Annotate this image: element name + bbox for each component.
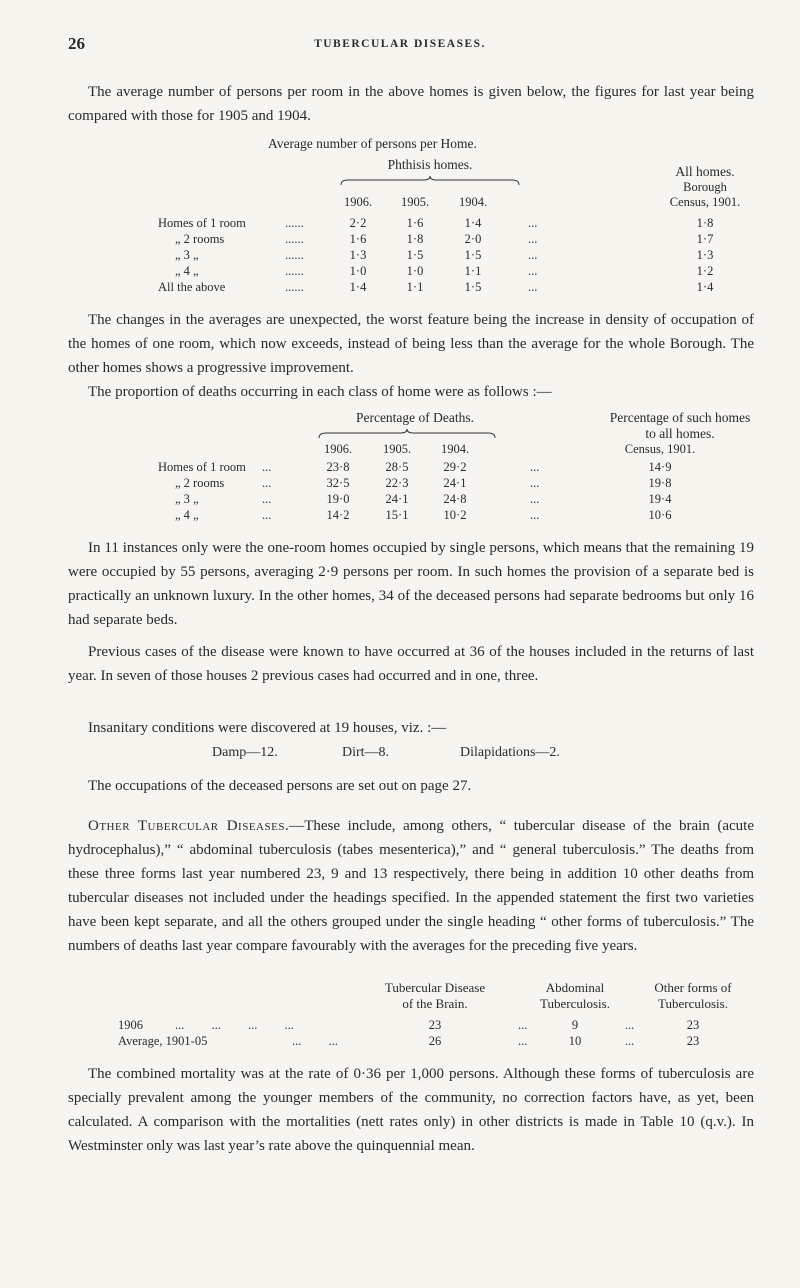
- table-persons-per-home: Average number of persons per Home. Phthisis homes. All homes. Borough 1906. 1905. 1904. Census, 1901. Homes of 1 room ...... 2·2 1·6 1·4 ... 1·8 „ 2 rooms ...... 1·6 1·8 2·0 ... 1·7 „ 3 „ ...... 1·3 1·5 1·5 ... 1·3 „ 4 „ ...... 1·0 1·0 1·1 ... 1·2 All the above ...... 1·4 1·1 1·5 ... 1·4: [0, 0, 800, 400]
- table3-col-abdominal: Abdominal: [545, 980, 605, 995]
- table2-group-deaths: Percentage of Deaths.: [355, 410, 475, 425]
- paragraph-other-tubercular-text: —These include, among others, “ tubercular disease of the brain (acute hydrocephalus),” “ abdominal tuberculosis (tabes mesenterica),” and “ general tuberculosis.” The deaths from these three forms last year numbered 23, 9 and 13 respectively, there being in addition 10 other deaths from tubercular diseases not included under the headings specified. In the appended statement the first two varieties have been kept separate, and all the others grouped under the single heading “ other forms of tuberculosis.” The numbers of deaths last year compare favourably with the averages for the preceding five years.: [68, 818, 754, 954]
- table-other-tubercular: Tubercular Disease of the Brain. Abdominal Tuberculosis. Other forms of Tuberculosis. 1906 ... ... ... ... 23 ... 9 ... 23 Average, 1901-05 ... ... 26 ... 10 ... 23: [0, 0, 800, 1080]
- table1-col-1906: 1906.: [343, 195, 373, 209]
- table1-group-all-homes: All homes.: [675, 164, 735, 179]
- condition-dirt: Dirt—8.: [342, 745, 390, 760]
- table1-col-census: Census, 1901.: [669, 195, 741, 209]
- page-number: 26: [68, 34, 85, 53]
- paragraph-one-room: In 11 instances only were the one-room homes occupied by single persons, which means that the remaining 19 were occupied by 55 persons, averaging 2·9 persons per room. In such homes the provision of a separate bed is practically an unknown luxury. In the other homes, 34 of the deceased persons had separate bedrooms but only 16 had separate beds.: [68, 540, 754, 628]
- table3-col-brain: Tubercular Disease: [384, 980, 486, 995]
- table2-col-1904: 1904.: [440, 442, 470, 456]
- table1-group-phthisis: Phthisis homes.: [387, 157, 473, 172]
- table3-col-brain-line2: of the Brain.: [402, 996, 468, 1011]
- table-percentage-deaths: Percentage of Deaths. Percentage of such homes to all homes. 1906. 1905. 1904. Census, 1901. Homes of 1 room ... 23·8 28·5 29·2 ... 14·9 „ 2 rooms ... 32·5 22·3 24·1 ... 19·8 „ 3 „ ... 19·0 24·1 24·8 ... 19·4 „ 4 „ ... 14·2 15·1 10·2 ... 10·6: [0, 0, 800, 540]
- condition-damp: Damp—12.: [212, 745, 278, 760]
- paragraph-occupations: The occupations of the deceased persons are set out on page 27.: [88, 778, 472, 794]
- paragraph-intro: The average number of persons per room in the above homes is given below, the figures for last year being compared with those for 1905 and 1904.: [68, 84, 754, 124]
- paragraph-changes: The changes in the averages are unexpected, the worst feature being the increase in density of occupation of the homes of one room, which now exceeds, instead of being less than the average for the whole Borough. The other homes shows a progressive improvement.: [68, 312, 754, 376]
- running-head: TUBERCULAR DISEASES.: [314, 38, 486, 50]
- table2-group-homes: Percentage of such homes: [609, 410, 751, 425]
- paragraph-combined-mortality: The combined mortality was at the rate of 0·36 per 1,000 persons. Although these forms of tuberculosis are specially prevalent among the younger members of the community, no correction factors have, as yet, been calculated. A comparison with the mortalities (nett rates only) in other districts is made in Table 10 (q.v.). In Westminster only was last year’s rate above the quinquennial mean.: [68, 1066, 754, 1154]
- section-heading: Other Tubercular Diseases.: [88, 818, 290, 834]
- paragraph-previous-cases: Previous cases of the disease were known to have occurred at 36 of the houses included in the returns of last year. In seven of those houses 2 previous cases had occurred and in one, three.: [68, 644, 754, 684]
- table2-group-homes-line2: to all homes.: [645, 426, 715, 441]
- paragraph-insanitary: Insanitary conditions were discovered at 19 houses, viz. :—: [88, 720, 447, 736]
- paragraph-proportion: The proportion of deaths occurring in each class of home were as follows :—: [88, 384, 552, 400]
- table2-col-1906: 1906.: [323, 442, 353, 456]
- table1-col-1905: 1905.: [400, 195, 430, 209]
- table3-col-other-line2: Tuberculosis.: [658, 996, 728, 1011]
- condition-dilapidations: Dilapidations—2.: [460, 745, 560, 760]
- table2-col-1905: 1905.: [382, 442, 412, 456]
- table2-col-census: Census, 1901.: [624, 442, 696, 456]
- table3-col-other: Other forms of: [654, 980, 732, 995]
- table1-title: Average number of persons per Home.: [268, 136, 477, 151]
- table1-borough: Borough: [683, 180, 727, 194]
- table1-col-1904: 1904.: [458, 195, 488, 209]
- table3-col-abdominal-line2: Tuberculosis.: [540, 996, 610, 1011]
